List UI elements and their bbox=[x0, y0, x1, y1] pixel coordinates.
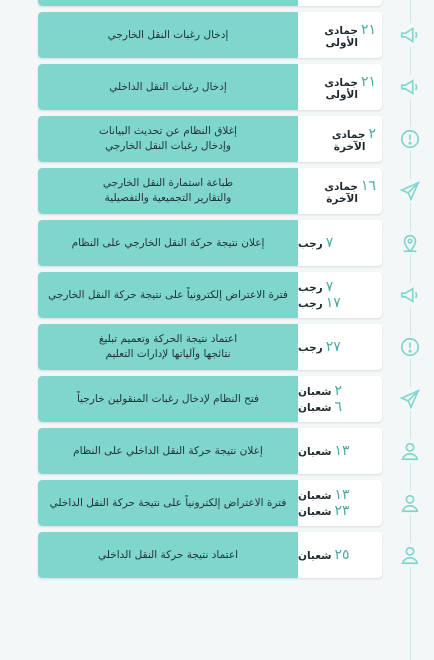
date-line bbox=[298, 547, 350, 563]
day-number: ٢١ bbox=[360, 21, 376, 38]
month-name: جمادى الأولى bbox=[324, 24, 358, 49]
event-date bbox=[298, 272, 376, 318]
day-number: ٢٥ bbox=[334, 547, 350, 563]
month-name: جمادى الأولى bbox=[324, 76, 358, 101]
event-date bbox=[298, 64, 376, 110]
date-line bbox=[298, 126, 376, 153]
month-name: رجب bbox=[298, 342, 323, 354]
event-description-line: نتائجها وآلياتها لإدارات التعليم bbox=[105, 348, 231, 360]
timeline-row bbox=[38, 64, 382, 110]
megaphone-icon bbox=[398, 75, 422, 99]
day-number: ١٣ bbox=[334, 487, 350, 503]
month-name: شعبان bbox=[298, 490, 332, 502]
event-date bbox=[298, 168, 376, 214]
day-number: ٢١ bbox=[360, 73, 376, 90]
event-description-line: اعتماد نتيجة حركة النقل الداخلي bbox=[97, 548, 239, 561]
event-description bbox=[38, 376, 298, 422]
day-number: ١٧ bbox=[325, 295, 341, 311]
event-description-line: إعلان نتيجة حركة النقل الخارجي على النظام bbox=[71, 236, 265, 249]
user-icon bbox=[398, 491, 422, 515]
event-date bbox=[298, 532, 376, 578]
event-date bbox=[298, 376, 376, 422]
location-icon bbox=[398, 231, 422, 255]
day-number: ١٣ bbox=[334, 443, 350, 459]
date-line bbox=[298, 295, 341, 311]
event-date bbox=[298, 480, 376, 526]
event-date bbox=[298, 12, 376, 58]
month-name: جمادى الآخرة bbox=[324, 180, 358, 205]
date-line bbox=[298, 399, 342, 415]
month-name: رجب bbox=[298, 298, 323, 310]
timeline-row bbox=[38, 116, 382, 162]
timeline-row bbox=[38, 376, 382, 422]
event-description bbox=[38, 272, 298, 318]
event-date bbox=[298, 428, 376, 474]
month-name: رجب bbox=[298, 282, 323, 294]
event-description-line: فتح النظام لإدخال رغبات المنقولين خارجياً bbox=[76, 392, 260, 405]
date-line bbox=[298, 487, 350, 503]
event-description-line: فترة الاعتراض إلكترونياً على نتيجة حركة النقل الخارجي bbox=[48, 288, 288, 301]
day-number: ٧ bbox=[325, 235, 334, 251]
timeline-row bbox=[38, 324, 382, 370]
day-number: ١٦ bbox=[360, 177, 376, 194]
date-line bbox=[298, 235, 333, 251]
timeline-row bbox=[38, 428, 382, 474]
date-line bbox=[298, 503, 350, 519]
date-line bbox=[298, 279, 333, 295]
date-line bbox=[298, 443, 350, 459]
date-line bbox=[298, 22, 376, 49]
send-icon bbox=[398, 387, 422, 411]
event-description bbox=[38, 0, 298, 6]
event-description bbox=[38, 532, 298, 578]
date-line bbox=[298, 339, 341, 355]
timeline-row bbox=[38, 0, 382, 6]
month-name: جمادى الآخرة bbox=[331, 128, 366, 153]
timeline-row bbox=[38, 272, 382, 318]
timeline-row bbox=[38, 168, 382, 214]
event-description-line: فترة الاعتراض إلكترونياً على نتيجة حركة النقل الداخلي bbox=[49, 496, 287, 509]
megaphone-icon bbox=[398, 23, 422, 47]
timeline-row bbox=[38, 480, 382, 526]
event-description bbox=[38, 64, 298, 110]
day-number: ٧ bbox=[325, 279, 334, 295]
day-number: ٢ bbox=[334, 383, 342, 399]
user-icon bbox=[398, 439, 422, 463]
month-name: شعبان bbox=[298, 550, 332, 562]
alert-icon bbox=[398, 127, 422, 151]
alert-icon bbox=[398, 335, 422, 359]
day-number: ٢ bbox=[368, 125, 376, 142]
event-description-line: طباعة استمارة النقل الخارجي bbox=[102, 177, 234, 189]
timeline-row bbox=[38, 532, 382, 578]
event-description bbox=[38, 324, 298, 370]
user-icon bbox=[398, 543, 422, 567]
send-icon bbox=[398, 179, 422, 203]
event-description-line: إدخال رغبات النقل الخارجي bbox=[107, 28, 229, 41]
month-name: شعبان bbox=[298, 506, 332, 518]
date-line bbox=[298, 178, 376, 205]
event-date bbox=[298, 220, 376, 266]
event-date bbox=[298, 0, 376, 6]
event-description-line: إدخال رغبات النقل الداخلي bbox=[109, 80, 227, 93]
date-line bbox=[298, 74, 376, 101]
event-description-line: اعتماد نتيجة الحركة وتعميم تبليغ bbox=[98, 333, 238, 345]
timeline-row bbox=[38, 220, 382, 266]
event-description-line: والتقارير التجميعية والتفصيلية bbox=[104, 192, 232, 204]
month-name: شعبان bbox=[298, 386, 332, 398]
date-line bbox=[298, 383, 342, 399]
event-description bbox=[38, 428, 298, 474]
event-description bbox=[38, 168, 298, 214]
event-description-line: وإدخال رغبات النقل الخارجي bbox=[105, 140, 231, 152]
event-description bbox=[38, 12, 298, 58]
event-description-line: إعلان نتيجة حركة النقل الداخلي على النظام bbox=[73, 444, 263, 457]
timeline-row bbox=[38, 12, 382, 58]
megaphone-icon bbox=[398, 283, 422, 307]
event-date bbox=[298, 116, 376, 162]
month-name: شعبان bbox=[298, 402, 332, 414]
day-number: ٦ bbox=[334, 399, 342, 415]
month-name: رجب bbox=[298, 238, 323, 250]
event-date bbox=[298, 324, 376, 370]
event-description bbox=[38, 116, 298, 162]
event-description bbox=[38, 220, 298, 266]
month-name: شعبان bbox=[298, 446, 332, 458]
event-description-line: إغلاق النظام عن تحديث البيانات bbox=[98, 125, 238, 137]
day-number: ٢٧ bbox=[325, 339, 341, 355]
day-number: ٢٣ bbox=[334, 503, 350, 519]
event-description bbox=[38, 480, 298, 526]
